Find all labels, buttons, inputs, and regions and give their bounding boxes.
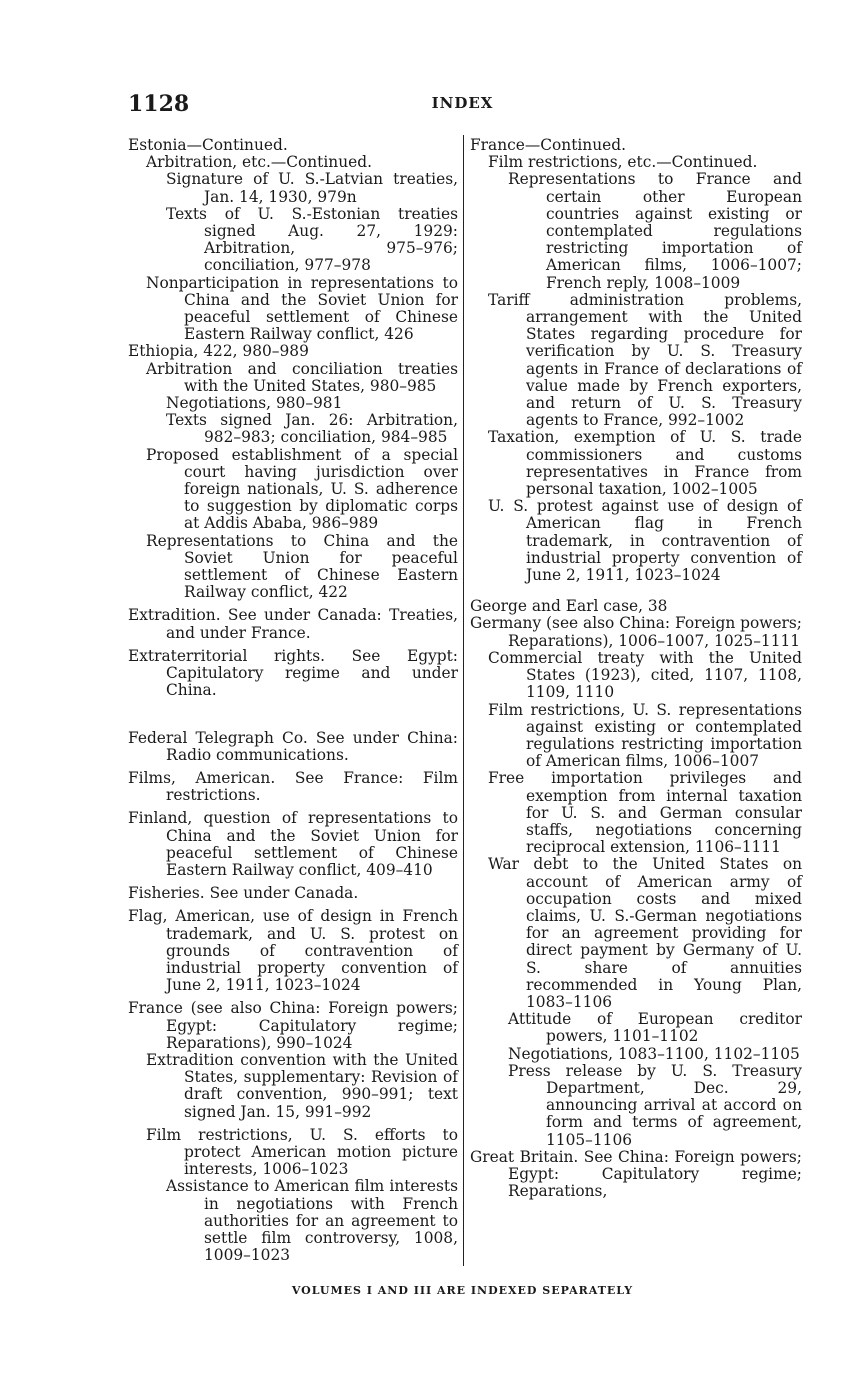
index-entry: Arbitration and conciliation treaties with the United States, 980–985 [146,359,458,395]
index-entry: War debt to the United States on account of American army of occupation costs and mixed claims, U. S.-German negotiations for an agreement providing for direct payment by Germany of U. S. share of annuities recommended in Young Plan, 1083–1106 [488,855,802,1011]
index-column-right [470,137,802,1200]
footer-note: VOLUMES I AND III ARE INDEXED SEPARATELY [291,1284,634,1297]
index-column-left [128,137,458,1264]
index-entry: Film restrictions, U. S. representations against existing or contemplated regulations restricting importation of American films, 1006–1007 [488,700,802,771]
index-entry: Negotiations, 980–981 [166,394,343,413]
index-entry: Representations to China and the Soviet Union for peaceful settlement of Chinese Eastern Railway conflict, 422 [146,531,458,602]
index-entry: Extradition. See under Canada: Treaties, and under France. [128,606,458,642]
index-entry: Estonia—Continued. [128,136,288,154]
index-entry: Extradition convention with the United States, supplementary: Revision of draft convention, 990–991; text signed Jan. 15, 991–992 [146,1050,458,1121]
index-entry: Commercial treaty with the United States (1923), cited, 1107, 1108, 1109, 1110 [488,648,802,702]
index-entry: Finland, question of representations to China and the Soviet Union for peaceful settlement of Chinese Eastern Railway conflict, 409–410 [128,809,458,879]
index-entry: Proposed establishment of a special court having jurisdiction over foreign nationals, U. S. adherence to suggestion by diplomatic corps at Addis Ababa, 986–989 [146,445,458,533]
index-entry: France (see also China: Foreign powers; Egypt: Capitulatory regime; Reparations), 990–1024 [128,999,458,1052]
index-entry: Arbitration, etc.—Continued. [146,153,372,172]
index-entry: Film restrictions, etc.—Continued. [488,153,758,172]
index-entry: Extraterritorial rights. See Egypt: Capitulatory regime and under China. [128,646,458,700]
index-entry: Taxation, exemption of U. S. trade commissioners and customs representatives in France from personal taxation, 1002–1005 [488,428,802,499]
running-head: INDEX [431,94,494,112]
index-entry: Assistance to American film interests in negotiations with French authorities for an agreement to settle film controversy, 1008, 1009–1023 [166,1177,458,1265]
index-entry: Nonparticipation in representations to China and the Soviet Union for peaceful settlement of Chinese Eastern Railway conflict, 426 [146,273,458,344]
index-entry: Germany (see also China: Foreign powers; Reparations), 1006–1007, 1025–1111 [470,614,802,650]
index-entry: Representations to France and certain other European countries against existing or contemplated regulations restricting importation of American films, 1006–1007; French reply, 1008–1009 [508,170,802,292]
index-entry: Federal Telegraph Co. See under China: Radio communications. [128,728,458,764]
index-entry: Signature of U. S.-Latvian treaties, Jan. 14, 1930, 979n [166,170,458,206]
index-entry: Film restrictions, U. S. efforts to protect American motion picture interests, 1006–1023 [146,1125,458,1179]
index-entry: Texts of U. S.-Estonian treaties signed Aug. 27, 1929: Arbitration, 975–976; conciliation, 977–978 [166,204,458,275]
page-number: 1128 [128,91,190,117]
index-entry: Fisheries. See under Canada. [128,884,359,903]
column-divider [463,135,464,1266]
index-entry: George and Earl case, 38 [470,597,668,616]
index-entry: Ethiopia, 422, 980–989 [128,342,309,361]
index-entry: Flag, American, use of design in French trademark, and U. S. protest on grounds of contravention of industrial property convention of June 2, 1911, 1023–1024 [128,907,458,995]
index-entry: Great Britain. See China: Foreign powers; Egypt: Capitulatory regime; Reparations, [470,1147,802,1201]
index-entry: France—Continued. [470,136,626,154]
index-entry: U. S. protest against use of design of American flag in French trademark, in contravention of industrial property convention of June 2, 1911, 1023–1024 [488,497,802,585]
index-entry: Press release by U. S. Treasury Department, Dec. 29, announcing arrival at accord on form and terms of agreement, 1105–1106 [508,1061,802,1149]
index-entry: Free importation privileges and exemption from internal taxation for U. S. and German consular staffs, negotiations concerning reciprocal extension, 1106–1111 [488,769,802,857]
index-entry: Tariff administration problems, arrangement with the United States regarding procedure for verification by U. S. Treasury agents in France of declarations of value made by French exporters, and return of U. S. Treasury agents to France, 992–1002 [488,290,802,430]
index-entry: Attitude of European creditor powers, 1101–1102 [508,1010,802,1046]
index-entry: Texts signed Jan. 26: Arbitration, 982–983; conciliation, 984–985 [166,411,458,447]
index-entry: Films, American. See France: Film restrictions. [128,768,458,805]
index-entry: Negotiations, 1083–1100, 1102–1105 [508,1044,800,1063]
